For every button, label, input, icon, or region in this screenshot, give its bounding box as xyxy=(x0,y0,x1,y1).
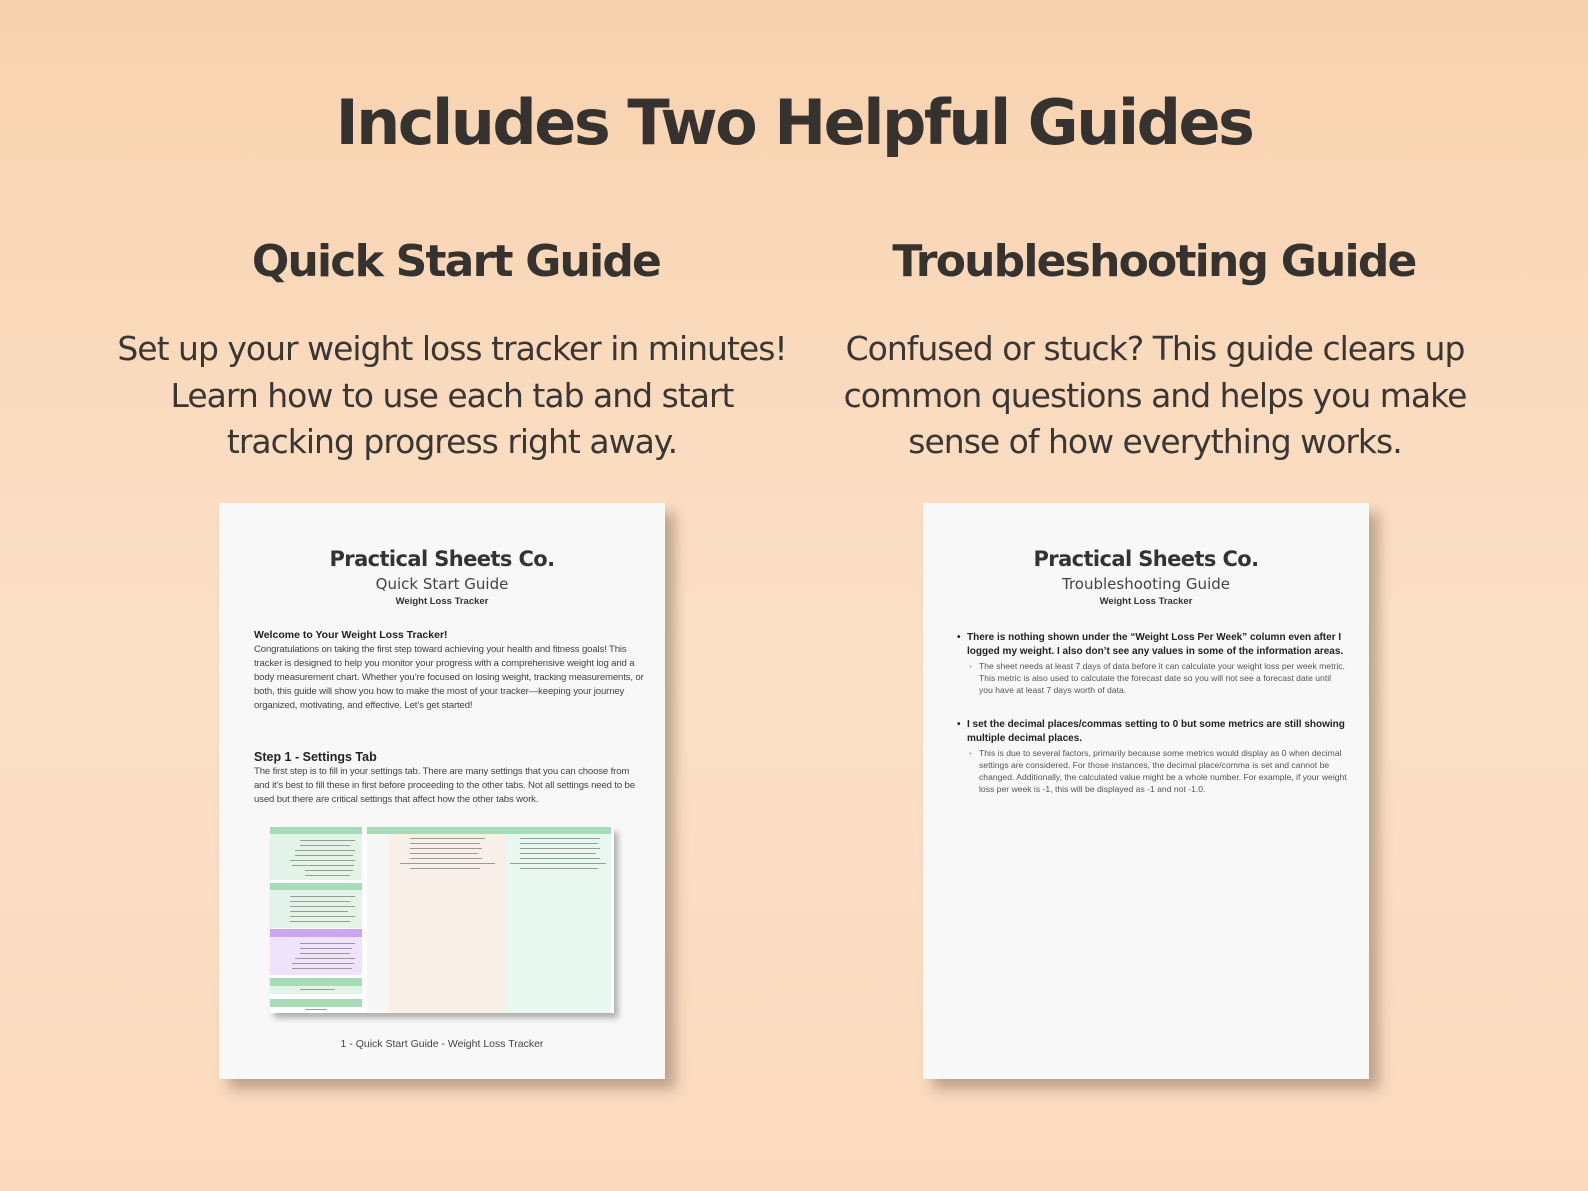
document-product: Weight Loss Tracker xyxy=(1099,596,1193,607)
troubleshooting-document-preview xyxy=(923,503,1369,1079)
document-product: Weight Loss Tracker xyxy=(395,596,489,607)
welcome-heading: Welcome to Your Weight Loss Tracker! xyxy=(254,629,448,641)
settings-sheet-screenshot xyxy=(270,827,614,1013)
document-footer: 1 - Quick Start Guide - Weight Loss Tracker xyxy=(340,1038,544,1050)
faq-question: • There is nothing shown under the “Weight Loss Per Week” column even after I logged my weight. I also don’t see any values in some of the information areas. xyxy=(957,631,1347,659)
document-subtitle: Quick Start Guide xyxy=(375,575,509,593)
faq-item xyxy=(957,718,1347,795)
faq-question: • I set the decimal places/commas setting to 0 but some metrics are still showing multiple decimal places. xyxy=(957,718,1347,746)
quick-start-document-preview xyxy=(219,503,665,1079)
quick-start-description: Set up your weight loss tracker in minutes! Learn how to use each tab and start tracking progress right away. xyxy=(117,329,787,461)
quick-start-title: Quick Start Guide xyxy=(251,236,661,287)
step-body: The first step is to fill in your settings tab. There are many settings that you can choose from and it’s best to fill these in first before proceeding to the other tabs. Not all settings need to be used but there are critical settings that affect how the other tabs work. xyxy=(254,766,635,805)
troubleshooting-title: Troubleshooting Guide xyxy=(892,236,1416,287)
document-brand: Practical Sheets Co. xyxy=(1033,547,1259,571)
faq-answer: ◦ This is due to several factors, primarily because some metrics would display as 0 when decimal settings are considered. For those instances, the decimal place/comma is set and cannot be changed. Additionally, the calculated value might be a whole number. For example, if your weight loss per week is -1, this will be displayed as -1 and not -1.0. xyxy=(979,748,1347,795)
document-subtitle: Troubleshooting Guide xyxy=(1062,575,1230,593)
document-brand: Practical Sheets Co. xyxy=(329,547,555,571)
faq-answer: ◦ The sheet needs at least 7 days of data before it can calculate your weight loss per week metric. This metric is also used to calculate the forecast date so you will not see a forecast date until you have at least 7 days worth of data. xyxy=(979,661,1347,696)
faq-item xyxy=(957,631,1347,696)
headline: Includes Two Helpful Guides xyxy=(335,86,1253,159)
faq-list xyxy=(957,631,1347,796)
troubleshooting-description: Confused or stuck? This guide clears up common questions and helps you make sense of how everything works. xyxy=(843,329,1467,461)
step-heading: Step 1 - Settings Tab xyxy=(254,750,377,764)
welcome-body: Congratulations on taking the first step toward achieving your health and fitness goals! This tracker is designed to help you monitor your progress with a comprehensive weight log and a body measurement chart. Whether you’re focused on losing weight, tracking measurements, or both, this guide will show you how to make the most of your tracker—keeping your journey organized, motivating, and effective. Let’s get started! xyxy=(254,644,644,711)
